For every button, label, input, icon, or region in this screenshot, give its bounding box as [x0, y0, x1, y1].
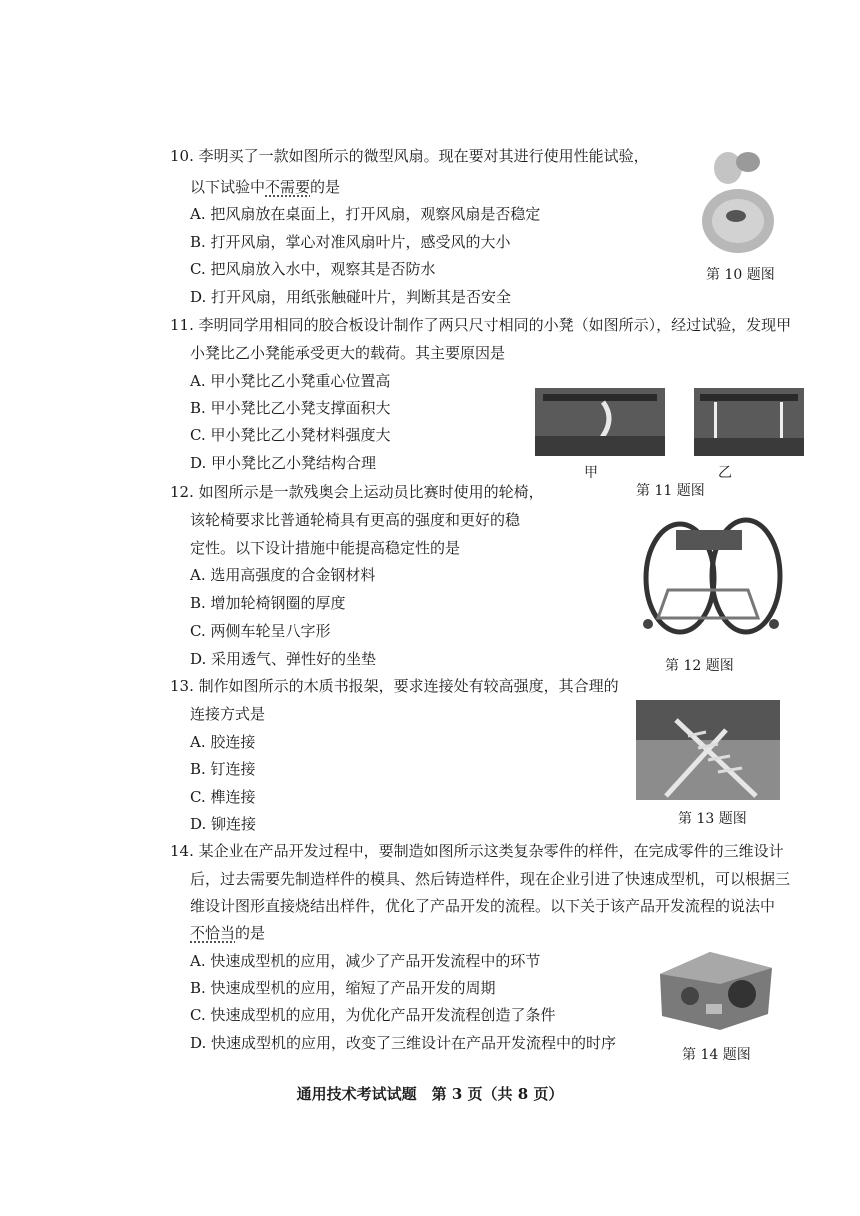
q14-option-b: B. 快速成型机的应用，缩短了产品开发的周期 [190, 979, 496, 997]
q10-option-b: B. 打开风扇，掌心对准风扇叶片，感受风的大小 [190, 233, 511, 251]
q13-option-a: A. 胶连接 [190, 733, 256, 751]
q11-label-jia: 甲 [584, 465, 598, 481]
q11-stem-line1: 11. 李明同学用相同的胶合板设计制作了两只尺寸相同的小凳（如图所示），经过试验，发现甲 [170, 316, 792, 334]
q11-stem-line2: 小凳比乙小凳能承受更大的载荷。其主要原因是 [190, 344, 506, 362]
emphasis: 不需要 [265, 178, 311, 196]
q14-stem-line4: 不恰当的是 [190, 924, 266, 942]
q10-stem-line2: 以下试验中不需要的是 [190, 178, 341, 196]
q12-stem-line3: 定性。以下设计措施中能提高稳定性的是 [190, 539, 461, 557]
q12-option-d: D. 采用透气、弹性好的坐垫 [190, 650, 377, 668]
q13-caption: 第 13 题图 [678, 811, 747, 827]
q11-label-yi: 乙 [718, 465, 732, 481]
q13-option-b: B. 钉连接 [190, 760, 256, 778]
q10-option-a: A. 把风扇放在桌面上，打开风扇，观察风扇是否稳定 [190, 205, 541, 223]
q14-stem-line3: 维设计图形直接烧结出样件，优化了产品开发的流程。以下关于该产品开发流程的说法中 [190, 897, 776, 915]
q14-stem-line1: 14. 某企业在产品开发过程中，要制造如图所示这类复杂零件的样件，在完成零件的三维设计 [170, 842, 784, 860]
page-footer: 通用技术考试试题 第 3 页（共 8 页） [296, 1085, 564, 1103]
wheelchair-figure [628, 500, 788, 640]
stool-b-figure [694, 388, 804, 456]
q12-caption: 第 12 题图 [665, 658, 734, 674]
bookrack-figure [636, 700, 780, 800]
q11-option-d: D. 甲小凳比乙小凳结构合理 [190, 454, 377, 472]
q12-option-b: B. 增加轮椅钢圈的厚度 [190, 594, 346, 612]
part-figure [650, 944, 780, 1034]
q14-stem-line2: 后，过去需要先制造样件的模具、然后铸造样件，现在企业引进了快速成型机，可以根据三 [190, 870, 791, 888]
q14-option-d: D. 快速成型机的应用，改变了三维设计在产品开发流程中的时序 [190, 1034, 617, 1052]
q10-option-c: C. 把风扇放入水中，观察其是否防水 [190, 260, 436, 278]
q13-stem-line2: 连接方式是 [190, 705, 266, 723]
q10-caption: 第 10 题图 [706, 267, 775, 283]
q10-option-d: D. 打开风扇，用纸张触碰叶片，判断其是否安全 [190, 288, 512, 306]
q14-option-c: C. 快速成型机的应用，为优化产品开发流程创造了条件 [190, 1006, 556, 1024]
q14-caption: 第 14 题图 [682, 1047, 751, 1063]
q12-stem-line2: 该轮椅要求比普通轮椅具有更高的强度和更好的稳 [190, 511, 521, 529]
q11-option-c: C. 甲小凳比乙小凳材料强度大 [190, 426, 391, 444]
emphasis: 不恰当 [190, 924, 236, 942]
fan-figure [698, 146, 778, 256]
q11-caption: 第 11 题图 [636, 483, 705, 499]
q13-option-c: C. 榫连接 [190, 788, 256, 806]
q10-stem-line1: 10. 李明买了一款如图所示的微型风扇。现在要对其进行使用性能试验， [170, 147, 649, 165]
q12-option-c: C. 两侧车轮呈八字形 [190, 622, 331, 640]
q13-option-d: D. 铆连接 [190, 815, 257, 833]
q11-option-a: A. 甲小凳比乙小凳重心位置高 [190, 372, 391, 390]
q14-option-a: A. 快速成型机的应用，减少了产品开发流程中的环节 [190, 952, 541, 970]
stool-a-figure [535, 388, 665, 456]
q12-option-a: A. 选用高强度的合金钢材料 [190, 566, 376, 584]
q13-stem-line1: 13. 制作如图所示的木质书报架，要求连接处有较高强度，其合理的 [170, 677, 619, 695]
q11-option-b: B. 甲小凳比乙小凳支撑面积大 [190, 399, 391, 417]
q12-stem-line1: 12. 如图所示是一款残奥会上运动员比赛时使用的轮椅， [170, 483, 544, 501]
